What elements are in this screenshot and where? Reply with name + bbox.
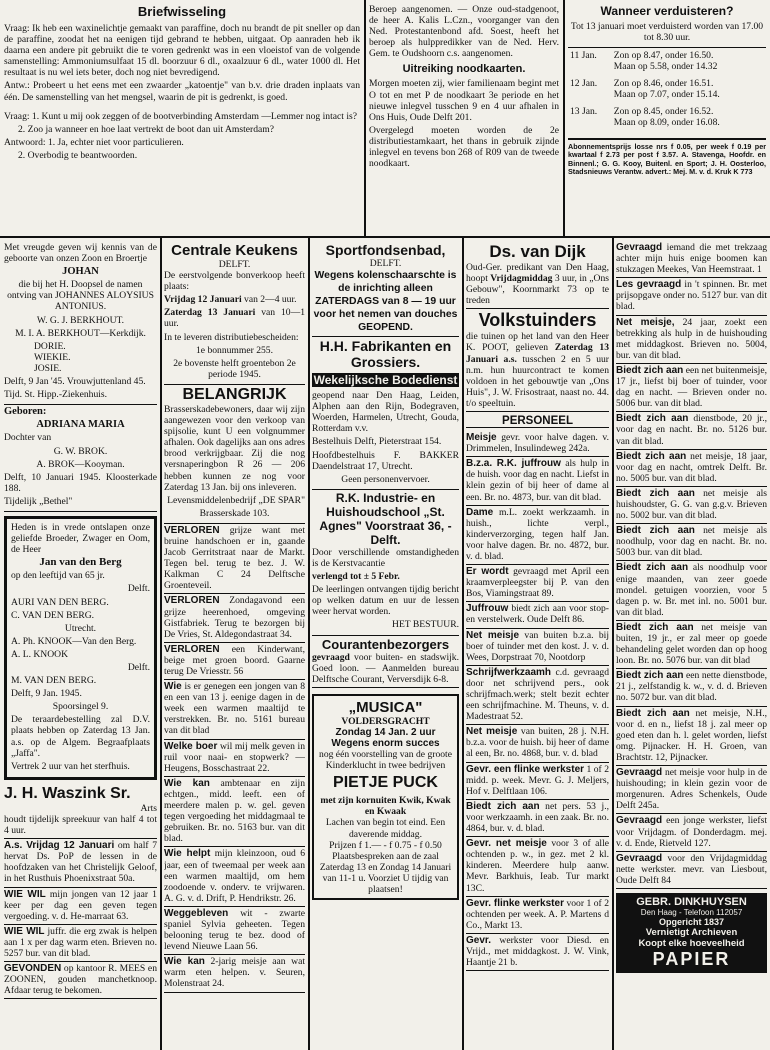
keukens-sub: DELFT. <box>218 259 251 270</box>
column-1 <box>4 241 157 1046</box>
fabrik-p3: Geen personenvervoer. <box>341 473 430 485</box>
classified-ad <box>616 707 767 766</box>
volks-text-2: tusschen 2 en 5 uur n.m. hun huurcontract te komen voldoen in het gebouwtje van „Ons Huis", J. W. Frisostraat, naast no. 44. t/o speeltuin. <box>466 353 609 409</box>
sportfondsenbad-ad <box>312 241 459 337</box>
ad-lead: WIE WIL <box>4 888 46 900</box>
sun-row <box>568 50 766 61</box>
musica-sub: VOLDERSGRACHT <box>341 715 430 727</box>
personeel-ad <box>466 800 609 837</box>
ad-lead: Gevraagd <box>616 767 663 779</box>
rk-p1: Door verschillende omstandigheden is de Kerstvacantie <box>312 546 459 569</box>
classified-ad <box>616 412 767 449</box>
classified-ad <box>164 740 305 777</box>
ad-text: gevr. voor halve dagen. v. Drimmelen, Insulindeweg 242a. <box>466 432 609 455</box>
personeel-ad <box>466 666 609 725</box>
ad-lead: Gevraagd <box>616 242 663 253</box>
ad-text: een nette dienstbode, 21 j., zelfstandig k. w., v. d. d. Brieven no. 5072 bur. van dit blad. <box>616 670 767 704</box>
classified-ad <box>616 364 767 412</box>
birth-text: die bij het H. Doopsel de namen ontving van JOHANNES ALOYSIUS ANTONIUS. <box>7 279 154 313</box>
keukens-ad <box>164 241 305 385</box>
sun-times: Zon op 8.47, onder 16.50. <box>613 50 714 62</box>
col-divider-4 <box>612 238 614 1050</box>
ad-text: werkster voor Diesd. en Vrijd., met middagkost. J. W. Vink, Haantje 21 b. <box>466 934 609 969</box>
family-1: AURI VAN DEN BERG. <box>11 596 109 608</box>
ad-lead: Biedt zich aan <box>616 364 684 376</box>
keukens-time-2: van 10—1 uur. <box>164 307 305 330</box>
moon-times: Maan op 7.07, onder 15.14. <box>613 89 720 101</box>
fabrik-banner: Wekelijksche Bodedienst <box>313 373 458 388</box>
classified-ad <box>616 766 767 814</box>
sun-date: 12 Jan. <box>570 78 598 90</box>
ad-lead: Meisje <box>466 432 497 444</box>
personeel-ad <box>466 837 609 896</box>
classified-ad <box>616 241 767 278</box>
ad-lead: Net meisje <box>466 629 520 641</box>
geboren-text: Dochter van <box>4 432 52 444</box>
col-divider-1 <box>160 238 162 1050</box>
question-1: Vraag: Ik heb een waxinelichtje gemaakt van paraffine, doch nu brandt de pit sneller op dan de paraffine, zoodat het na eenigen tijd gebrand te hebben, uitgaat. Op aanraden heb ik daarna een andere pit gebruikt die te voren gedrenkt was in een vloeistof van de volgende samenstelling: Ammoniumsulfaat 15 dl. boorzuur 6 dl., oxaalzuur 6 dl., water 1000 dl. Het resultaat is nu wel iets beter, doch nog niet bevredigend. <box>4 23 360 79</box>
ad-text: net meisje, N.H., voor d. en n., liefst 18 j. zal meer op goed eten dan h. l. gelet worden, liefst omg. Pijnacker. H. H. Groen, van Brachtstr. 12, Pijnacker. <box>616 707 767 763</box>
rk-bold: verlengd tot ± 5 Febr. <box>312 571 400 583</box>
briefwisseling-section <box>4 4 360 234</box>
classified-ad <box>164 955 305 992</box>
musica-p2: Wegens enorm succes <box>331 737 440 749</box>
column-5-classifieds <box>616 241 767 889</box>
musica-show: PIETJE PUCK <box>333 774 438 792</box>
ad-lead: A.s. Vrijdag 12 Januari <box>4 840 115 852</box>
ad-text: wit - zwarte spaniel Sylvia geheeten. Tegen belooning terug te bez. dood of levend Nieuwe Laan 56. <box>164 907 305 953</box>
column-5 <box>616 241 767 1046</box>
ad-lead: GEVONDEN <box>4 963 62 975</box>
ad-text: juffr. die erg zwak is helpen aan 1 x per dag warm eten. Brieven no. 5257 bur. van dit blad. <box>4 925 157 959</box>
verduisteren-title: Wanneer verduisteren? <box>600 4 734 18</box>
departure-info: Vertrek 2 uur van het sterfhuis. <box>11 760 130 772</box>
column-1-classifieds <box>4 839 157 999</box>
ad-text: net meisje als noodhulp, voor dag en nacht. Br. no. 5003 bur. van dit blad. <box>616 525 767 559</box>
noodkaarten-title: Uitreiking noodkaarten. <box>402 63 526 76</box>
ad-text: net pers. 53 j., voor werkzaamh. in een zaak. Br. no. 4864, bur. v. d. blad. <box>466 800 609 835</box>
belangrijk-title: BELANGRIJK <box>182 385 287 403</box>
family-4-place: Delft. <box>127 662 150 673</box>
dinkhuysen-p2: Vernietigt Archieven <box>645 926 738 938</box>
ad-lead: Biedt zich aan <box>616 413 689 425</box>
family-3: A. Ph. KNOOK—Van den Berg. <box>11 635 137 647</box>
question-2: Vraag: 1. Kunt u mij ook zeggen of de bootverbinding Amsterdam —Lemmer nog intact is? <box>4 110 357 122</box>
waszink-title: J. H. Waszink Sr. <box>4 784 131 802</box>
sibling-3: JOSIE. <box>34 362 62 374</box>
col-divider-2 <box>308 238 310 1050</box>
musica-p3: nog één voorstelling van de groote Kinderklucht in twee bedrijven <box>319 749 452 772</box>
personeel-ad <box>466 897 609 934</box>
personeel-title: PERSONEEL <box>466 415 609 428</box>
keukens-p3: 1e bonnummer 255. <box>195 344 273 356</box>
ad-lead: Gevr. net meisje <box>466 838 547 850</box>
birth-name: JOHAN <box>62 266 99 278</box>
moon-times: Maan op 8.09, onder 16.08. <box>613 117 720 129</box>
rk-p2: De leerlingen ontvangen tijdig bericht op welken datum en uur de lessen weer hervat worden. <box>312 584 459 618</box>
classified-ad <box>164 847 305 906</box>
personeel-ad <box>466 457 609 505</box>
waszink-subtitle: Arts <box>140 802 157 814</box>
ad-lead: Gevr. flinke werkster <box>466 897 564 909</box>
ad-text: als noodhulp voor enige maanden, van zeer goede mondel. getuigen voorzien, voor 5 dagen p. w. Br. met inl. no. 5001 bur. van dit blad. <box>616 562 767 618</box>
dinkhuysen-big: PAPIER <box>652 948 731 969</box>
belangrijk-address: Brasserskade 103. <box>199 507 270 519</box>
answer-2: Antwoord: 1. Ja, echter niet voor particulieren. <box>4 136 184 148</box>
column-3 <box>312 241 459 1046</box>
answer-1: Antw.: Probeert u het eens met een zwaarder „katoentje" van b.v. drie draden inplaats van één. De samenstelling van het mengsel, waarin de pit is gedrenkt, is goed. <box>4 80 360 103</box>
family-2-place: Utrecht. <box>64 622 97 634</box>
ad-lead: Gevr. een flinke werkster <box>466 763 585 775</box>
waszink-text: houdt tijdelijk spreekuur van half 4 tot 4 uur. <box>4 813 157 837</box>
dinkhuysen-title: GEBR. DINKHUYSEN <box>636 895 747 908</box>
abonnement-info: Abonnementsprijs losse nrs f 0.05, per week f 0.19 per kwartaal f 2.73 per post f 3.57. A. Stavenga, Hoofdr. en Binnenl.; G. G. Kooy, Buitenl. en Sport; J. H. Oosterloo, Stadsnieuws Verantw. advert.: Mej. M. v. d. Kruk K 773 <box>568 141 766 176</box>
volks-text: die tuinen op het land van den Heer K. POOT, gelieven <box>466 331 609 354</box>
keukens-time-1: van 2—4 uur. <box>244 294 297 306</box>
personeel-ad <box>466 602 609 628</box>
ad-text: Zondagavond een grijze heerenhoed, omgeving Gistfabriek. Terug te bezorgen bij De Vries, St. Aldegondastraat 34. <box>164 595 305 640</box>
column-2-classifieds <box>164 524 305 993</box>
musica-p6: Prijzen f 1.— - f 0.75 - f 0.50 <box>329 839 442 851</box>
beroep-text: Beroep aangenomen. — Onze oud-stadgenoot, de heer A. Kalis L.Czn., voorganger van den Ned. Protestantenbond afd. Soest, heeft het beroep als hulppredikker van de Ned. Herv. Gem. te Oudshoorn c.s. aangenomen. <box>369 4 559 60</box>
birth-announcement-johan <box>4 241 157 405</box>
ad-text: iemand die met trekzaag achter mijn huis enige boomen kan stukzagen Meekes, Van Heemstraat. 1 <box>616 242 767 276</box>
classified-ad <box>4 888 157 925</box>
col-divider-3 <box>462 238 464 1050</box>
volkstuinders-ad <box>466 309 609 412</box>
sibling-1: DORIE. <box>34 340 66 352</box>
classified-ad <box>4 962 157 999</box>
ad-text: in 't spinnen. Br. met prijsopgave onder no. 5127 bur. van dit blad. <box>616 279 767 313</box>
ad-text: als hulp in de huish. voor dag en nacht. Liefst in klein gezin of bij heer of dame al een. Br. no. 4873, bur. van dit blad. <box>466 458 609 503</box>
sibling-2: WIEKIE. <box>34 351 71 363</box>
ad-lead: VERLOREN <box>164 643 220 655</box>
ad-text: mijn jongen van 12 jaar 1 keer per dag een geven tegen vergoeding. v. d. He-marraat 63. <box>4 888 157 922</box>
ad-lead: Biedt zich aan <box>616 487 695 499</box>
dinkhuysen-sub: Den Haag - Telefoon 112057 <box>640 907 743 917</box>
fabrik-text: geopend naar Den Haag, Leiden, Alphen aan den Rijn, Bodegraven, Woerden, Harmelen, Utrecht, Gouda, Rotterdam v.v. <box>312 390 459 435</box>
ad-text: mijn kleinzoon, oud 6 jaar, een of tweemaal per week aan een warmen maaltijd, om hem zoodoende v. onderv. te vrijwaren. A. G. v. d. Drift, P. Hendrikstr. 26. <box>164 848 305 904</box>
personeel-ad <box>466 629 609 666</box>
ad-lead: Net meisje <box>466 726 518 738</box>
noodkaarten-p1: Morgen moeten zij, wier familienaam begint met O tot en met P de noodkaart 3e periode en het nieuwe inlegvel tusschen 9 en 4 uur afhalen in Ons Huis, Oude Delft 201. <box>369 78 559 123</box>
keukens-p4: 2e bovenste helft groentebon 2e periode 1945. <box>173 357 296 380</box>
verduisteren-section <box>568 4 766 234</box>
personeel-ad <box>466 565 609 602</box>
sun-moon-table <box>568 50 766 134</box>
geboren-parent-1: G. W. BROK. <box>53 445 108 457</box>
classified-ad <box>164 680 305 739</box>
ad-text: m.L. zoekt werkzaamh. in huish., lichte verpl., kinderverzorging, tegen half Jan. voor halve dagen. Br. no. 4872, bur. v. d. blad. <box>466 506 609 562</box>
obituary-date: Delft, 9 Jan. 1945. <box>11 688 82 700</box>
classified-ad <box>164 594 305 642</box>
waszink-ad <box>4 784 157 839</box>
obituary-age: op den leeftijd van 65 jr. <box>11 570 105 582</box>
keukens-title: Centrale Keukens <box>171 242 298 259</box>
ad-lead: Er wordt <box>466 566 509 578</box>
classified-ad <box>616 450 767 487</box>
classified-ad <box>4 839 157 887</box>
musica-p1: Zondag 14 Jan. 2 uur <box>335 726 436 738</box>
personeel-classifieds <box>466 431 609 971</box>
ad-text: 1 of 2 midd. p. week. Mevr. G. J. Meljers, Hof v. Delftlaan 106. <box>466 763 609 797</box>
belangrijk-shop: Levensmiddelenbedrijf „DE SPAR" <box>167 494 305 506</box>
ad-lead: Gevraagd <box>616 852 663 864</box>
sun-date: 13 Jan. <box>570 106 598 118</box>
classified-ad <box>616 316 767 364</box>
dijk-bold: Vrijdagmiddag <box>490 273 553 285</box>
birth-hospital: Tijd. St. Hipp.-Ziekenhuis. <box>4 389 108 401</box>
parent-1: W. G. J. BERKHOUT. <box>36 314 125 326</box>
personeel-ad <box>466 506 609 565</box>
ad-text: voor 1 of 2 ochtenden per week. A. P. Martens d Co., Markt 13. <box>466 897 609 931</box>
belangrijk-text: Brasserskadebewoners, daar wij zijn aangewezen voor den verkoop van spijsolie, kunt U een volgnummer afhalen. Ook dagelijks aan ons adres brood verkrijgbaar. Zij die nog versnaperingbon R 26 — 206 hebben kunnen ze nog voor Zaterdag 13 Jan. bij ons inleveren. <box>164 403 305 493</box>
ad-lead: Biedt zich aan <box>616 525 695 537</box>
ad-lead: Les gevraagd <box>616 279 682 291</box>
ad-lead: Biedt zich aan <box>616 621 694 633</box>
volks-title: Volkstuinders <box>478 310 597 331</box>
rk-sign: HET BESTUUR. <box>392 619 459 631</box>
ad-text: van buiten, 28 j. N.H. b.z.a. voor de huish. bij heer of dame al een, Br. no. 4868, bur. v. d. blad <box>466 726 609 760</box>
belangrijk-ad <box>164 385 305 524</box>
ad-lead: VERLOREN <box>164 524 220 536</box>
ad-text: net meisje voor hulp in de huishouding; in klein gezin voor de morgenuren. Adres Schenkels, Oude Delft 245a. <box>616 767 767 812</box>
musica-p7: Plaatsbespreken aan de zaal Zaterdag 13 en Zondag 14 Januari van 11-1 u. Voorziet U tijdig van plaatsen! <box>319 850 452 895</box>
courant-lead: gevraagd <box>312 651 350 663</box>
volks-bold: Zaterdag 13 Januari a.s. <box>466 342 609 365</box>
fabrik-title: H.H. Fabrikanten en Grossiers. <box>319 338 452 371</box>
keukens-p1: De eerstvolgende bonverkoop heeft plaats: <box>164 270 305 293</box>
dinkhuysen-p3: Koopt elke hoeveelheid <box>638 937 745 949</box>
musica-p4: met zijn kornuiten Kwik, Kwak en Kwaak <box>320 795 451 818</box>
ad-text: op kantoor R. MEES en ZOONEN, gouden manchetknoop. Afdaar terug te bekomen. <box>4 963 157 997</box>
verduisteren-intro: Tot 13 januari moet verduisterd worden van 17.00 tot 8.30 uur. <box>570 21 764 44</box>
classified-ad <box>616 561 767 620</box>
ad-lead: Wie <box>164 681 182 693</box>
sport-sub: DELFT. <box>369 258 402 269</box>
ad-text: net meisje, 18 jaar, voor dag en nacht, omtrek Delft. Br. no. 5005 bur. van dit blad. <box>616 450 767 484</box>
musica-title: „MUSICA" <box>348 698 423 716</box>
fabrik-p2: Hoofdbestelhuis F. BAKKER Daendelstraat 17, Utrecht. <box>312 449 459 472</box>
ad-lead: Juffrouw <box>466 603 509 615</box>
ad-lead: Biedt zich aan <box>616 450 687 462</box>
classified-ad <box>616 621 767 669</box>
fabrik-p1: Bestelhuis Delft, Pieterstraat 154. <box>312 436 442 448</box>
top-col-divider-2 <box>563 0 565 236</box>
ad-lead: B.z.a. R.K. juffrouw <box>466 458 561 470</box>
obituary-place: Delft. <box>127 583 150 595</box>
ad-text: van buiten b.z.a. bij boer of tuinder met den kost. J. v. d. Wees, Dorpstraat 70, Nootdorp <box>466 629 609 663</box>
dinkhuysen-ad <box>616 893 767 973</box>
beroep-section <box>369 4 559 234</box>
ad-lead: Biedt zich aan <box>616 562 689 574</box>
classified-ad <box>616 669 767 706</box>
dijk-text: Oud-Ger. predikant van Den Haag, hoopt <box>466 262 609 285</box>
courant-ad <box>312 636 459 688</box>
personeel-ad <box>466 934 609 971</box>
ad-text: 24 jaar, zoekt een betrekking als hulp in de huishouding met middagkost. Brieven no. 5004, bur. van dit blad. <box>616 316 767 361</box>
classified-ad <box>616 852 767 889</box>
sun-date: 11 Jan. <box>570 50 597 62</box>
dijk-text-2: 3 uur, in „Ons Gebouw", Koornmarkt 73 op te treden <box>466 273 609 307</box>
dinkhuysen-p1: Opgericht 1837 <box>658 916 725 927</box>
personeel-ad <box>466 725 609 762</box>
ad-text: 2-jarig meisje aan wat warm eten helpen. v. Seuren, Molenstraat 24. <box>164 956 305 990</box>
ad-text: om half 7 hervat Ds. PoP de lessen in de hoofdzaken van het Christelijk Geloof, in het Rusthuis Phoenixstraat 50a. <box>4 840 157 885</box>
ad-lead: Biedt zich aan <box>466 800 540 812</box>
ad-lead: Schrijfwerkzaamh <box>466 666 552 678</box>
ad-text: een net buitenmeisje, 17 jr., liefst bij boer of tuinder, voor dag en nacht. — Brieven onder no. 5006 bur. van dit blad. <box>616 364 767 410</box>
sun-row <box>568 106 766 117</box>
birth-address: Delft, 9 Jan '45. Vrouwjuttenland 45. <box>4 376 146 388</box>
birth-announcement-adriana <box>4 405 157 512</box>
ad-text: een jonge werkster, liefst voor Vrijdagm. of Donderdagm. mej. v. d. Ende, Rietveld 127. <box>616 815 767 849</box>
ad-text: biedt zich aan voor stop- en verstelwerk. Oude Delft 86. <box>466 603 609 626</box>
sun-row <box>568 78 766 89</box>
family-4: A. L. KNOOK <box>11 648 69 660</box>
ad-lead: Wie helpt <box>164 848 211 860</box>
ad-text: wil mij melk geven in ruil voor naai- en stopwerk? — Heugens, Bosschastraat 22. <box>164 740 305 774</box>
ad-text: is er genegen een jongen van 8 en een van 13 j. eenige dagen in de week een warmen maaltijd te verstrekken. Br. no. 5161 bureau van dit blad <box>164 681 305 737</box>
geboren-parent-2: A. BROK—Kooyman. <box>36 458 125 470</box>
ad-text: gevraagd met April een kraamverpleegster bij P. van den Bos, Viamingstraat 89. <box>466 566 609 600</box>
classified-ad <box>4 925 157 962</box>
answer-2b: 2. Overbodig te beantwoorden. <box>18 149 138 161</box>
keukens-date-1: Vrijdag 12 Januari <box>164 294 242 306</box>
question-2b: 2. Zoo ja wanneer en hoe laat vertrekt de boot dan uit Amsterdam? <box>18 123 275 135</box>
ad-lead: Dame <box>466 506 494 518</box>
classified-ad <box>616 814 767 851</box>
classified-ad <box>616 278 767 315</box>
obituary-intro: Heden is in vrede ontslapen onze geliefde Broeder, Zwager en Oom, de Heer <box>11 521 150 556</box>
top-col-divider-1 <box>364 0 366 236</box>
ad-lead: Gevraagd <box>616 815 663 827</box>
ad-lead: Weggebleven <box>164 907 229 919</box>
obituary-jan-van-den-berg <box>4 516 157 780</box>
keukens-date-2: Zaterdag 13 Januari <box>164 307 256 319</box>
personeel-ad <box>466 431 609 457</box>
sun-times: Zon op 8.46, onder 16.51. <box>613 78 714 90</box>
ad-lead: Net meisje, <box>616 316 675 328</box>
noodkaarten-p2: Overgelegd moeten worden de 2e distributiestamkaart, het thans in gebruik zijnde inlegvel en tevens bon 268 of R09 van de tweede noodkaart. <box>369 124 559 170</box>
geboren-name: ADRIANA MARIA <box>36 419 125 431</box>
ad-text: dienstbode, 20 jr., voor dag en nacht. Br. no. 5126 bur. van dit blad. <box>616 413 767 447</box>
obituary-name: Jan van den Berg <box>39 556 122 569</box>
ad-lead: VERLOREN <box>164 595 220 607</box>
keukens-p2: In te leveren distributiebescheiden: <box>164 331 299 343</box>
sport-title: Sportfondsenbad, <box>325 242 446 258</box>
musica-p5: Lachen van begin tot eind. Een daverende middag. <box>325 817 446 840</box>
briefwisseling-title: Briefwisseling <box>137 4 227 19</box>
ad-text: net meisje van buiten, 19 jr., er zal meer op goede behandeling gelet worden dan op hoog loon. Br. no. 5076 bur. van dit blad <box>616 621 767 667</box>
classified-ad <box>164 907 305 955</box>
parent-2: M. I. A. BERKHOUT—Kerkdijk. <box>15 327 146 339</box>
personeel-ad <box>466 763 609 800</box>
ad-text: ambtenaar en zijn echtgen., midd. leeft. een of meerdere malen p. w. gel. geven tegen vergoeding het middagmaal te gebruiken. Br. no. 5163 bur. van dit blad. <box>164 777 305 845</box>
geboren-address: Delft, 10 Januari 1945. Kloosterkade 188. <box>4 471 157 494</box>
rk-title: R.K. Industrie- en Huishoudschool „St. Agnes" Voorstraat 36, - Delft. <box>319 490 452 547</box>
top-divider <box>0 236 770 238</box>
rk-school-ad <box>312 490 459 636</box>
dijk-title: Ds. van Dijk <box>489 242 586 261</box>
ad-text: een Kinderwant, beige met groen boord. Gaarne terug De Vriesstr. 56 <box>164 643 305 677</box>
classified-ad <box>616 524 767 561</box>
courant-title: Courantenbezorgers <box>321 636 450 652</box>
sport-text: Wegens kolenschaarschte is de inrichting alleen ZATERDAGS van 8 — 19 uur voor het nemen van douches GEOPEND. <box>313 270 458 334</box>
ad-lead: Welke boer <box>164 740 218 752</box>
ad-lead: Biedt zich aan <box>616 670 684 682</box>
classified-ad <box>164 524 305 595</box>
column-2 <box>164 241 305 1046</box>
ad-lead: Gevr. <box>466 934 492 946</box>
obituary-address: Spoorsingel 9. <box>52 701 109 713</box>
musica-ad <box>312 694 459 900</box>
birth-intro: Met vreugde geven wij kennis van de geboorte van onzen Zoon en Broertje <box>4 242 157 265</box>
courant-text: voor buiten- en stadswijk. Goed loon. — Aanmelden bureau Delftsche Courant, Verversdijk 6-8. <box>312 651 459 685</box>
classified-ad <box>164 777 305 848</box>
family-5: M. VAN DEN BERG. <box>11 675 97 687</box>
funeral-info: De teraardebestelling zal D.V. plaats hebben op Zaterdag 13 Jan. a.s. op de Algem. Begraafplaats „Jaffa". <box>11 714 150 759</box>
ad-text: net meisje als huishoudster, G. G. van g.g.v. Brieven no. 5002 bur. van dit blad. <box>616 487 767 522</box>
ad-lead: Wie kan <box>164 777 210 789</box>
geboren-location: Tijdelijk „Bethel" <box>4 495 73 507</box>
ad-text: grijze want met bruine handschoen er in, gaande Jacob Gerritstraat naar de Markt. Tegen bel. terug te bez. J. W. Kalkman C 24 Delftsche Groenteveil. <box>164 524 305 592</box>
ad-text: voor 3 of alle ochtenden p. w., in gez. met 2 kl. kinderen. Meerdere hulp aanw. Mevr. Barkhuis, Ieab. Tur markt 13C. <box>466 838 609 894</box>
ad-text: voor den Vrijdagmiddag nette werkster. mevr. van Liesbout, Oude Delft 84 <box>616 852 767 886</box>
ad-lead: Wie kan <box>164 956 205 968</box>
classified-ad <box>164 643 305 680</box>
family-2: C. VAN DEN BERG. <box>11 609 95 621</box>
van-dijk-ad <box>466 241 609 309</box>
column-4 <box>466 241 609 1046</box>
ad-lead: Biedt zich aan <box>616 707 690 719</box>
classified-ad <box>616 487 767 524</box>
ad-lead: WIE WIL <box>4 925 45 937</box>
fabrikanten-ad <box>312 337 459 490</box>
geboren-title: Geboren: <box>4 406 47 418</box>
moon-times: Maan op 5.58, onder 14.32 <box>613 61 718 73</box>
sun-times: Zon op 8.45, onder 16.52. <box>613 106 714 118</box>
ad-text: c.d. gevraagd door net schrijvend pers., ook schrijfmach.werk; stelt bezit echter een schrijfmachine. M. Theuns, v. d. Madestraat 52. <box>466 666 609 723</box>
